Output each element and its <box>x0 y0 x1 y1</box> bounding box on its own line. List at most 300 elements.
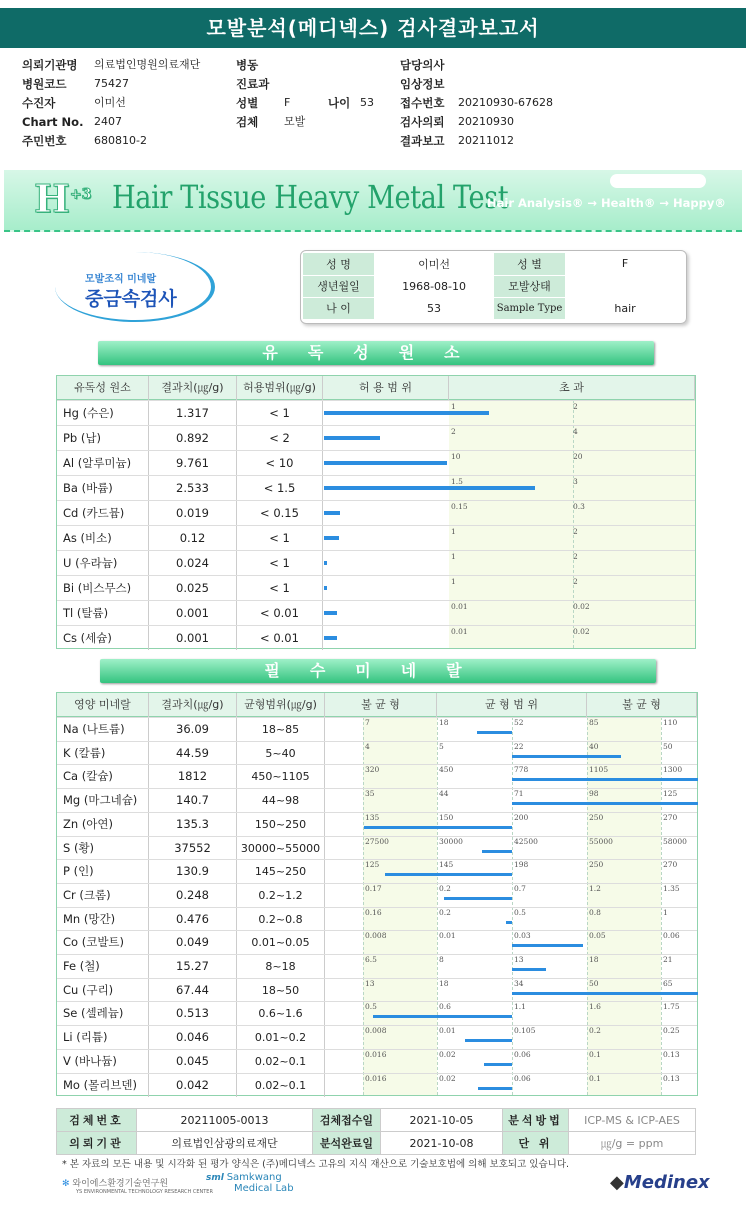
done-key: 분석완료일 <box>313 1132 381 1155</box>
result-bar <box>373 1015 512 1018</box>
tick-3: 98 <box>589 789 599 799</box>
tick-2: 0.06 <box>514 1049 531 1059</box>
allowed-range: < 2 <box>237 426 323 450</box>
banner-title: Hair Tissue Heavy Metal Test <box>112 178 509 216</box>
logo-small-text: 모발조직 미네랄 <box>85 274 157 285</box>
allowed-range: < 0.15 <box>237 501 323 525</box>
toxic-header-1: 결과치(㎍/g) <box>149 376 237 400</box>
result-bar <box>324 586 327 590</box>
toxic-elements-table <box>56 375 696 649</box>
ward-label: 병동 <box>236 58 259 72</box>
tick-2: 198 <box>514 860 529 870</box>
element-name: Tl (탈륨) <box>57 601 149 625</box>
element-name: Pb (납) <box>57 426 149 450</box>
toxic-header-2: 허용범위(㎍/g) <box>237 376 323 400</box>
request-value: 20210930 <box>458 115 514 128</box>
tick-2: 0.02 <box>573 627 590 636</box>
dept-label: 진료과 <box>236 77 270 91</box>
tick-4: 125 <box>663 789 678 799</box>
toxic-row <box>57 625 695 650</box>
tick-1: 18 <box>439 718 449 727</box>
tick-0: 125 <box>365 860 380 870</box>
result-value: 0.476 <box>149 908 237 931</box>
result-bar <box>364 826 512 829</box>
age-value: 53 <box>360 96 374 109</box>
result-bar <box>512 802 698 805</box>
element-name: Cs (세슘) <box>57 626 149 650</box>
result-bar <box>506 921 512 924</box>
result-bar <box>465 1039 512 1042</box>
result-value: 67.44 <box>149 979 237 1002</box>
toxic-header-row <box>57 376 695 400</box>
tick-3: 0.1 <box>589 1073 601 1083</box>
element-name: Ba (바륨) <box>57 476 149 500</box>
result-bar <box>324 611 337 615</box>
code-value: 75427 <box>94 77 129 90</box>
balance-range: 5~40 <box>237 742 325 765</box>
tick-2: 0.06 <box>514 1073 531 1083</box>
tick-2: 778 <box>514 765 529 775</box>
result-value: 44.59 <box>149 742 237 765</box>
tick-1: 0.2 <box>439 883 451 893</box>
tick-2: 52 <box>514 718 524 727</box>
tick-3: 40 <box>589 741 599 751</box>
tick-0: 0.016 <box>365 1073 387 1083</box>
balance-range: 0.2~1.2 <box>237 884 325 907</box>
tick-2: 2 <box>573 402 578 411</box>
tick-2: 42500 <box>514 836 538 846</box>
result-value: 0.513 <box>149 1002 237 1025</box>
tick-4: 1 <box>663 907 668 917</box>
tick-2: 4 <box>573 427 578 436</box>
result-bar <box>444 897 512 900</box>
tick-2: 2 <box>573 527 578 536</box>
age-label: 나이 <box>328 96 351 110</box>
result-value: 140.7 <box>149 789 237 812</box>
element-name: Mg (마그네슘) <box>57 789 149 812</box>
balance-range: 145~250 <box>237 860 325 883</box>
report-date-value: 20211012 <box>458 134 514 147</box>
toxic-row <box>57 600 695 625</box>
tick-1: 18 <box>439 978 449 988</box>
tick-1: 44 <box>439 789 449 799</box>
sex-value: F <box>284 96 291 109</box>
tick-1: 0.01 <box>439 931 456 941</box>
mineral-header-2: 균형범위(㎍/g) <box>237 693 325 717</box>
recv-date-key: 검체접수일 <box>313 1109 381 1132</box>
pt-age: 53 <box>374 297 494 319</box>
tick-2: 20 <box>573 452 583 461</box>
element-name: Co (코발트) <box>57 931 149 954</box>
result-value: 1.317 <box>149 401 237 425</box>
tick-0: 0.5 <box>365 1002 377 1012</box>
tick-2: 2 <box>573 552 578 561</box>
mineral-row <box>57 978 697 1002</box>
tick-4: 58000 <box>663 836 687 846</box>
h3-letter: H <box>34 176 70 221</box>
pt-sex: F <box>565 253 685 275</box>
allowed-range: < 1 <box>237 551 323 575</box>
balance-range: 0.01~0.2 <box>237 1026 325 1049</box>
element-name: V (바나듐) <box>57 1050 149 1073</box>
tick-4: 1.75 <box>663 1002 680 1012</box>
tick-1: 8 <box>439 955 444 964</box>
result-bar <box>512 778 698 781</box>
tick-0: 7 <box>365 718 370 727</box>
balance-range: 30000~55000 <box>237 837 325 860</box>
result-bar <box>324 561 327 565</box>
result-value: 0.025 <box>149 576 237 600</box>
tick-1: 450 <box>439 765 454 775</box>
tick-3: 1.2 <box>589 883 601 893</box>
report-title: 모발분석(메디넥스) 검사결과보고서 <box>0 8 746 48</box>
inst-value: 의료법인명원의료재단 <box>94 58 201 71</box>
result-bar <box>324 486 535 490</box>
tick-3: 50 <box>589 978 599 988</box>
balance-range: 0.02~0.1 <box>237 1074 325 1097</box>
toxic-row <box>57 450 695 475</box>
mineral-row <box>57 859 697 883</box>
result-value: 135.3 <box>149 813 237 836</box>
result-bar <box>477 731 512 734</box>
mineral-row <box>57 954 697 978</box>
ys-brand-name: 와이에스환경기술연구원 <box>72 1179 169 1189</box>
tick-4: 50 <box>663 741 673 751</box>
result-value: 0.248 <box>149 884 237 907</box>
banner-tagline: Hair Analysis® → Health® → Happy® <box>487 196 726 210</box>
allowed-range: < 0.01 <box>237 626 323 650</box>
tick-1: 0.02 <box>439 1049 456 1059</box>
mineral-row <box>57 836 697 860</box>
tick-4: 270 <box>663 812 678 822</box>
samkwang-name: Samkwang <box>226 1172 282 1183</box>
ys-brand <box>62 1176 213 1195</box>
element-name: Mo (몰리브덴) <box>57 1074 149 1097</box>
toxic-row <box>57 575 695 600</box>
tick-4: 0.06 <box>663 931 680 941</box>
mineral-row <box>57 788 697 812</box>
tick-3: 0.2 <box>589 1026 601 1036</box>
tick-1: 1 <box>451 577 456 586</box>
result-value: 0.001 <box>149 626 237 650</box>
method-key: 분석방법 <box>503 1109 569 1132</box>
result-value: 0.001 <box>149 601 237 625</box>
h3-sup: +3 <box>69 186 92 203</box>
toxic-header-3: 허 용 범 위 <box>323 376 449 400</box>
mineral-row <box>57 717 697 741</box>
inst: 의료법인삼광의료재단 <box>137 1132 313 1155</box>
element-name: S (황) <box>57 837 149 860</box>
toxic-section-title: 유독성원소 <box>98 341 654 365</box>
minerals-table <box>56 692 698 1096</box>
result-value: 0.024 <box>149 551 237 575</box>
element-name: P (인) <box>57 860 149 883</box>
tick-2: 0.5 <box>514 907 526 917</box>
balance-range: 18~50 <box>237 979 325 1002</box>
logo-big-text: 중금속검사 <box>85 288 177 310</box>
tick-3: 250 <box>589 812 604 822</box>
result-value: 9.761 <box>149 451 237 475</box>
analysis-footer-table <box>56 1108 696 1155</box>
tick-1: 150 <box>439 812 454 822</box>
idnum-value: 680810-2 <box>94 134 147 147</box>
medinex-logo-icon: ◆ <box>610 1172 624 1193</box>
pt-state <box>565 275 685 297</box>
patient-value: 이미선 <box>94 96 126 109</box>
tick-2: 0.7 <box>514 883 526 893</box>
tick-3: 55000 <box>589 836 613 846</box>
method: ICP-MS & ICP-AES <box>569 1109 696 1132</box>
result-bar <box>512 944 583 947</box>
balance-range: 450~1105 <box>237 765 325 788</box>
result-bar <box>324 536 339 540</box>
toxic-row <box>57 550 695 575</box>
idnum-label: 주민번호 <box>22 134 67 148</box>
element-name: K (칼륨) <box>57 742 149 765</box>
mineral-header-5: 불 균 형 <box>587 693 697 717</box>
allowed-range: < 0.01 <box>237 601 323 625</box>
allowed-range: < 1.5 <box>237 476 323 500</box>
tick-2: 0.03 <box>514 931 531 941</box>
tick-3: 0.1 <box>589 1049 601 1059</box>
inst-label: 의뢰기관명 <box>22 58 78 72</box>
tick-1: 1 <box>451 552 456 561</box>
inst-key: 의뢰기관 <box>57 1132 137 1155</box>
result-value: 0.046 <box>149 1026 237 1049</box>
mineral-row <box>57 1073 697 1097</box>
recv-date: 2021-10-05 <box>381 1109 503 1132</box>
ys-brand-sub: YS ENVIRONMENTAL TECHNOLOGY RESEARCH CENTER <box>76 1189 213 1195</box>
result-bar <box>324 511 340 515</box>
tick-0: 35 <box>365 789 375 799</box>
tick-0: 135 <box>365 812 380 822</box>
tick-2: 71 <box>514 789 524 799</box>
ys-logo-icon: ✻ <box>62 1179 70 1189</box>
result-value: 0.042 <box>149 1074 237 1097</box>
medinex-name: Medinex <box>623 1172 710 1193</box>
pt-name-key: 성 명 <box>303 253 374 275</box>
specimen-label: 검체 <box>236 115 259 129</box>
pt-dob: 1968-08-10 <box>374 275 494 297</box>
mineral-header-0: 영양 미네랄 <box>57 693 149 717</box>
test-banner <box>4 170 742 232</box>
tick-2: 1.1 <box>514 1002 526 1012</box>
balance-range: 150~250 <box>237 813 325 836</box>
element-name: Mn (망간) <box>57 908 149 931</box>
pt-sex-key: 성 별 <box>494 253 565 275</box>
result-value: 2.533 <box>149 476 237 500</box>
element-name: Fe (철) <box>57 955 149 978</box>
tick-1: 5 <box>439 741 444 751</box>
tick-1: 1.5 <box>451 477 463 486</box>
mineral-row <box>57 930 697 954</box>
samkwang-brand <box>206 1172 294 1194</box>
tick-4: 21 <box>663 955 673 964</box>
accession-label: 접수번호 <box>400 96 445 110</box>
tick-4: 1300 <box>663 765 683 775</box>
element-name: Cr (크롬) <box>57 884 149 907</box>
tick-3: 0.05 <box>589 931 606 941</box>
tick-1: 0.2 <box>439 907 451 917</box>
tick-0: 320 <box>365 765 380 775</box>
tick-4: 0.13 <box>663 1073 680 1083</box>
result-value: 15.27 <box>149 955 237 978</box>
element-name: U (우라늄) <box>57 551 149 575</box>
tick-3: 1105 <box>589 765 609 775</box>
medinex-brand <box>610 1172 710 1193</box>
tick-1: 0.6 <box>439 1002 451 1012</box>
toxic-row <box>57 400 695 425</box>
result-bar <box>324 411 489 415</box>
mineral-row <box>57 764 697 788</box>
toxic-header-4: 초 과 <box>449 376 695 400</box>
banner-pill <box>610 174 706 188</box>
unit: ㎍/g = ppm <box>569 1132 696 1155</box>
result-value: 1812 <box>149 765 237 788</box>
element-name: Na (나트륨) <box>57 718 149 741</box>
tick-1: 0.01 <box>451 627 468 636</box>
copyright-note: * 본 자료의 모든 내용 및 시각화 된 평가 양식은 (주)메디넥스 고유의 지식 재산으로 기술보호법에 의해 보호되고 있습니다. <box>62 1159 570 1170</box>
tick-1: 145 <box>439 860 454 870</box>
result-bar <box>512 755 621 758</box>
mineral-row <box>57 907 697 931</box>
pt-type: hair <box>565 297 685 319</box>
tick-1: 30000 <box>439 836 463 846</box>
tick-1: 0.02 <box>439 1073 456 1083</box>
mineral-header-row <box>57 693 697 717</box>
tick-2: 0.3 <box>573 502 585 511</box>
result-value: 0.892 <box>149 426 237 450</box>
allowed-range: < 1 <box>237 576 323 600</box>
result-bar <box>324 436 380 440</box>
sex-label: 성별 <box>236 96 259 110</box>
allowed-range: < 10 <box>237 451 323 475</box>
mineral-row <box>57 1049 697 1073</box>
tick-3: 1.6 <box>589 1002 601 1012</box>
specimen-value: 모발 <box>284 115 306 128</box>
element-name: Ca (칼슘) <box>57 765 149 788</box>
result-bar <box>478 1087 512 1090</box>
request-label: 검사의뢰 <box>400 115 445 129</box>
tick-3: 18 <box>589 955 599 964</box>
result-bar <box>512 968 546 971</box>
result-value: 0.12 <box>149 526 237 550</box>
element-name: As (비소) <box>57 526 149 550</box>
tick-1: 0.01 <box>439 1026 456 1036</box>
element-name: Al (알루미늄) <box>57 451 149 475</box>
chart-label: Chart No. <box>22 115 84 129</box>
tick-3: 85 <box>589 718 599 727</box>
mineral-section-title: 필수미네랄 <box>100 659 656 683</box>
tick-1: 1 <box>451 527 456 536</box>
result-value: 37552 <box>149 837 237 860</box>
tick-4: 110 <box>663 718 678 727</box>
tick-0: 27500 <box>365 836 389 846</box>
balance-range: 0.6~1.6 <box>237 1002 325 1025</box>
tick-2: 3 <box>573 477 578 486</box>
h3-logo <box>34 176 94 220</box>
mineral-row <box>57 741 697 765</box>
balance-range: 8~18 <box>237 955 325 978</box>
toxic-row <box>57 475 695 500</box>
mineral-row <box>57 1001 697 1025</box>
result-bar <box>512 992 698 995</box>
result-value: 0.019 <box>149 501 237 525</box>
result-bar <box>484 1063 512 1066</box>
tick-4: 270 <box>663 860 678 870</box>
result-value: 130.9 <box>149 860 237 883</box>
sml-logo-icon: sml <box>206 1173 224 1183</box>
tick-2: 34 <box>514 978 524 988</box>
tick-0: 0.16 <box>365 907 382 917</box>
mineral-header-3: 불 균 형 <box>325 693 437 717</box>
toxic-row <box>57 525 695 550</box>
unit-key: 단 위 <box>503 1132 569 1155</box>
tick-1: 1 <box>451 402 456 411</box>
pt-name: 이미선 <box>374 253 494 275</box>
result-value: 0.045 <box>149 1050 237 1073</box>
element-name: Zn (아연) <box>57 813 149 836</box>
balance-range: 18~85 <box>237 718 325 741</box>
pt-state-key: 모발상태 <box>494 275 565 297</box>
tick-1: 0.01 <box>451 602 468 611</box>
toxic-row <box>57 500 695 525</box>
result-value: 0.049 <box>149 931 237 954</box>
spec-no: 20211005-0013 <box>137 1109 313 1132</box>
report-date-label: 결과보고 <box>400 134 445 148</box>
result-value: 36.09 <box>149 718 237 741</box>
element-name: Cd (카드뮴) <box>57 501 149 525</box>
result-bar <box>385 873 512 876</box>
clinical-label: 임상정보 <box>400 77 445 91</box>
tick-1: 0.15 <box>451 502 468 511</box>
pt-dob-key: 생년월일 <box>303 275 374 297</box>
balance-range: 44~98 <box>237 789 325 812</box>
patient-summary-table <box>300 250 687 324</box>
element-name: Cu (구리) <box>57 979 149 1002</box>
tick-2: 13 <box>514 955 524 964</box>
toxic-header-0: 유독성 원소 <box>57 376 149 400</box>
tick-1: 2 <box>451 427 456 436</box>
tick-4: 0.13 <box>663 1049 680 1059</box>
code-label: 병원코드 <box>22 77 67 91</box>
tick-4: 0.25 <box>663 1026 680 1036</box>
tick-4: 65 <box>663 978 673 988</box>
tick-2: 22 <box>514 741 524 751</box>
tick-2: 0.105 <box>514 1026 536 1036</box>
result-bar <box>482 850 512 853</box>
tick-0: 0.016 <box>365 1049 387 1059</box>
mineral-header-1: 결과치(㎍/g) <box>149 693 237 717</box>
tick-2: 0.02 <box>573 602 590 611</box>
spec-no-key: 검체번호 <box>57 1109 137 1132</box>
mineral-row <box>57 883 697 907</box>
heavy-metal-logo <box>55 252 225 322</box>
samkwang-sub: Medical Lab <box>234 1183 294 1194</box>
tick-4: 1.35 <box>663 883 680 893</box>
element-name: Se (셀레늄) <box>57 1002 149 1025</box>
chart-value: 2407 <box>94 115 122 128</box>
allowed-range: < 1 <box>237 526 323 550</box>
mineral-row <box>57 812 697 836</box>
tick-0: 0.008 <box>365 931 387 941</box>
pt-age-key: 나 이 <box>303 297 374 319</box>
allowed-range: < 1 <box>237 401 323 425</box>
element-name: Bi (비스무스) <box>57 576 149 600</box>
tick-0: 0.17 <box>365 883 382 893</box>
balance-range: 0.02~0.1 <box>237 1050 325 1073</box>
element-name: Li (리튬) <box>57 1026 149 1049</box>
